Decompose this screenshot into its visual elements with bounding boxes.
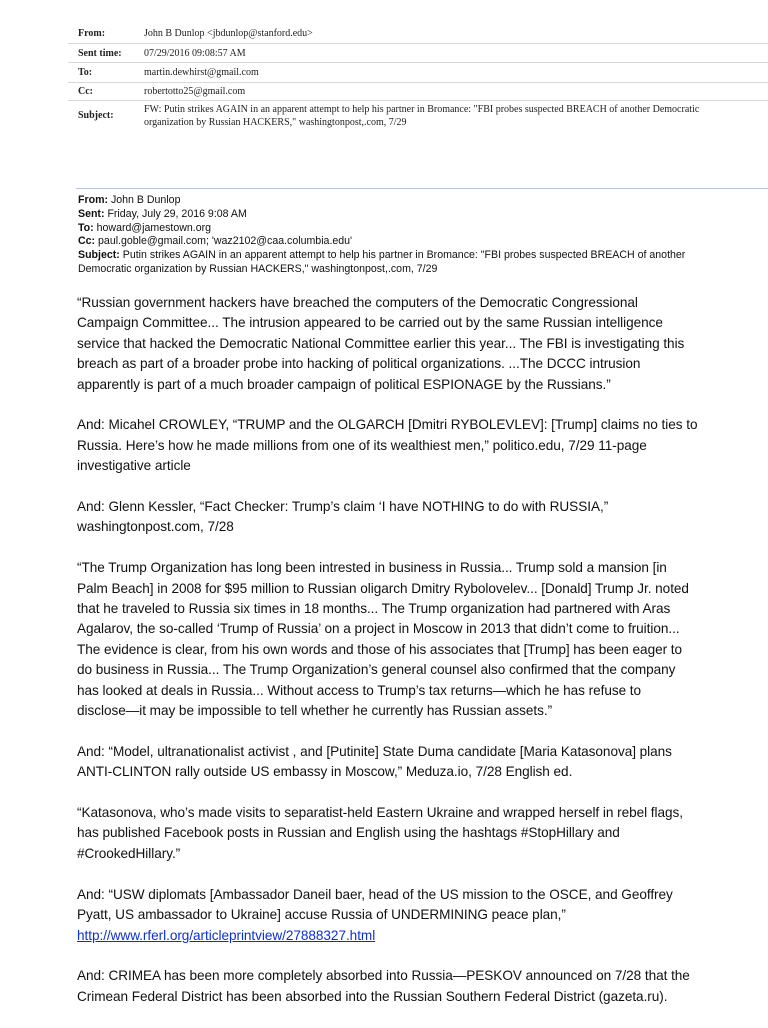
- text-line: apparently is part of a much broader campaign of political ESPIONAGE by the Russians.”: [77, 376, 611, 392]
- text-line: And: “Model, ultranationalist activist , and [Putinite] State Duma candidate [Maria Katasonova] plans: [77, 743, 672, 759]
- paragraph-us-diplomats: [77, 885, 767, 946]
- text-line: Palm Beach] in 2008 for $95 million to Russian oligarch Dmitry Rybolovelev... [Donald] Trump Jr. noted: [77, 580, 689, 596]
- subject-line: FW: Putin strikes AGAIN in an apparent attempt to help his partner in Bromance: "FBI probes suspected BREACH of another Democratic: [144, 103, 700, 115]
- paragraph-katasonova-rally: [77, 742, 767, 783]
- text-line: Russia. Here’s how he made millions from one of its wealthiest men,” politico.edu, 7/29 11-page: [77, 437, 647, 453]
- text-line: ANTI-CLINTON rally outside US embassy in Moscow,” Meduza.io, 7/28 English ed.: [77, 764, 573, 780]
- text-line: has published Facebook posts in Russian and English using the hashtags #StopHillary and: [77, 825, 620, 841]
- cc-value: robertotto25@gmail.com: [130, 83, 768, 101]
- rferl-link-line: [77, 926, 767, 946]
- text-line: #CrookedHillary.”: [77, 845, 181, 861]
- text-line: that he traveled to Russia six times in 18 months... The Trump organization had partnered with Aras: [77, 601, 671, 617]
- text-line: And: Glenn Kessler, “Fact Checker: Trump’s claim ‘I have NOTHING to do with RUSSIA,”: [77, 499, 609, 515]
- text-line: The evidence is clear, from his own words and those of his associates that [Trump] has been eager to: [77, 641, 683, 657]
- text-line: has looked at deals in Russia... Without access to Trump’s tax returns—which he has refuse to: [77, 682, 642, 698]
- text-line: And: CRIMEA has been more completely absorbed into Russia—PESKOV announced on 7/28 that the: [77, 968, 690, 984]
- inner-from-value: John B Dunlop: [110, 194, 181, 206]
- inner-subject-value: Putin strikes AGAIN in an apparent attempt to help his partner in Bromance: "FBI probes suspected BREACH of another: [122, 249, 686, 262]
- subject-line: organization by Russian HACKERS," washingtonpost,.com, 7/29: [144, 116, 407, 128]
- text-line: Pyatt, US ambassador to Ukraine] accuse Russia of UNDERMINING peace plan,”: [77, 907, 566, 923]
- inner-sent-value: Friday, July 29, 2016 9:08 AM: [107, 207, 247, 220]
- inner-sent-row: [78, 208, 768, 222]
- text-line: “Katasonova, who’s made visits to separatist-held Eastern Ukraine and wrapped herself in rebel flags,: [77, 805, 683, 821]
- inner-from-label: From:: [78, 194, 109, 206]
- text-line: do business in Russia... The Trump Organization’s general counsel also confirmed that the company: [77, 662, 676, 678]
- inner-from-row: [78, 194, 768, 208]
- inner-to-row: [78, 222, 768, 236]
- inner-subject-row: [78, 249, 768, 263]
- inner-subject-line2: Democratic organization by Russian HACKERS," washingtonpost,.com, 7/29: [78, 262, 438, 275]
- to-value: martin.dewhirst@gmail.com: [130, 63, 768, 83]
- email-body: [77, 293, 767, 1028]
- text-line: breach as part of a broader probe into hacking of political organizations. ...The DCCC intrusion: [77, 356, 641, 372]
- text-line: And: “USW diplomats [Ambassador Daneil baer, head of the US mission to the OSCE, and Geoffrey: [77, 886, 673, 902]
- paragraph-crimea: [77, 966, 767, 1007]
- inner-cc-label: Cc:: [78, 235, 96, 248]
- text-line: “The Trump Organization has long been intrested in business in Russia... Trump sold a mansion [in: [77, 560, 667, 576]
- subject-value: [130, 101, 768, 131]
- inner-cc-row: [78, 235, 768, 249]
- inner-cc-value: paul.goble@gmail.com; 'waz2102@caa.columbia.edu': [98, 235, 353, 248]
- from-value: John B Dunlop <jbdunlop@stanford.edu>: [130, 24, 768, 44]
- paragraph-kessler: [77, 497, 767, 538]
- text-line: Campaign Committee... The intrusion appeared to be carried out by the same Russian intelligence: [77, 315, 663, 331]
- from-label: From:: [68, 24, 130, 44]
- text-line: And: Micahel CROWLEY, “TRUMP and the OLGARCH [Dmitri RYBOLEVLEV]: [Trump] claims no ties to: [77, 417, 698, 433]
- subject-label: Subject:: [78, 110, 114, 121]
- text-line: “Russian government hackers have breached the computers of the Democratic Congressional: [77, 295, 638, 310]
- text-line: service that hacked the Democratic National Committee earlier this year... The FBI is investigating this: [77, 335, 685, 351]
- sent-time-value: 07/29/2016 09:08:57 AM: [130, 44, 768, 63]
- forwarded-header: [78, 194, 768, 277]
- rferl-article-link[interactable]: http://www.rferl.org/articleprintview/27888327.html: [77, 927, 376, 943]
- text-line: Agalarov, the so-called ‘Trump of Russia’ on a project in Moscow in 2013 that didn’t come to fruition...: [77, 621, 680, 637]
- paragraph-katasonova-quote: [77, 803, 767, 864]
- outer-email-header: [68, 24, 768, 130]
- inner-subject-label: Subject:: [78, 249, 120, 262]
- text-line: disclose—it may be impossible to tell whether he currently has Russian assets.”: [77, 703, 553, 719]
- text-line: investigative article: [77, 458, 191, 474]
- text-line: Crimean Federal District has been absorbed into the Russian Southern Federal District (gazeta.ru).: [77, 988, 668, 1004]
- inner-to-label: To:: [78, 221, 94, 234]
- paragraph-crowley: [77, 415, 767, 476]
- header-divider: [76, 188, 768, 189]
- paragraph-dccc-quote: [77, 293, 767, 395]
- sent-time-label: Sent time:: [68, 44, 130, 63]
- inner-to-value: howard@jamestown.org: [96, 221, 212, 234]
- to-label: To:: [68, 63, 130, 83]
- paragraph-trump-organization: [77, 558, 767, 721]
- cc-label: Cc:: [68, 83, 130, 101]
- text-line: washingtonpost.com, 7/28: [77, 519, 234, 535]
- inner-sent-label: Sent:: [78, 207, 105, 220]
